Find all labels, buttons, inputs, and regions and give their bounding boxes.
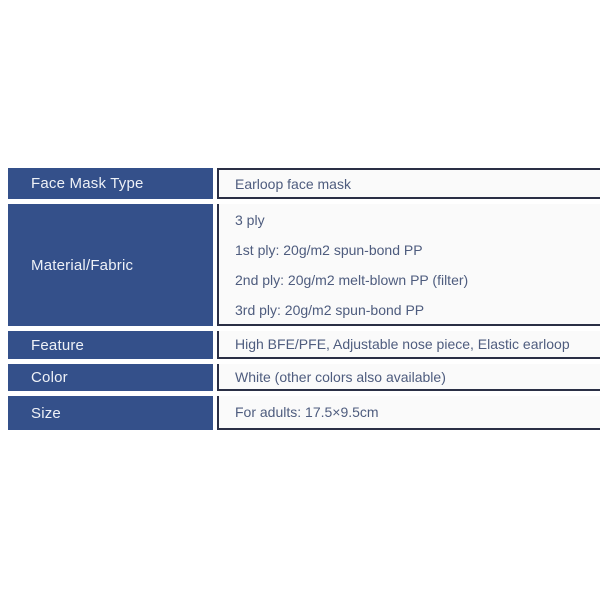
- spec-table: [8, 168, 600, 430]
- spec-value-face-mask-type: [217, 168, 600, 199]
- spec-label-text: Face Mask Type: [31, 175, 144, 192]
- spec-value-text: White (other colors also available): [235, 368, 446, 385]
- spec-value-line: 1st ply: 20g/m2 spun-bond PP: [235, 242, 423, 258]
- spec-label-size: [8, 396, 213, 430]
- spec-label-text: Feature: [31, 336, 85, 354]
- spec-value-color: [217, 364, 600, 391]
- spec-value-size: [217, 396, 600, 430]
- spec-label-face-mask-type: [8, 168, 213, 199]
- spec-label-material-fabric: [8, 204, 213, 326]
- spec-value-line: 2nd ply: 20g/m2 melt-blown PP (filter): [235, 272, 469, 288]
- spec-label-feature: [8, 331, 213, 359]
- spec-value-text: For adults: 17.5×9.5cm: [235, 404, 379, 420]
- spec-label-color: [8, 364, 213, 391]
- spec-value-line: 3rd ply: 20g/m2 spun-bond PP: [235, 302, 425, 318]
- spec-label-text: Size: [31, 404, 61, 422]
- spec-value-line: 3 ply: [235, 212, 265, 228]
- spec-label-text: Color: [31, 369, 68, 386]
- spec-value-text: High BFE/PFE, Adjustable nose piece, Elastic earloop: [235, 336, 570, 352]
- spec-label-text: Material/Fabric: [31, 256, 134, 274]
- spec-value-feature: [217, 331, 600, 359]
- spec-value-text: Earloop face mask: [235, 175, 351, 192]
- spec-value-material-fabric: [217, 204, 600, 326]
